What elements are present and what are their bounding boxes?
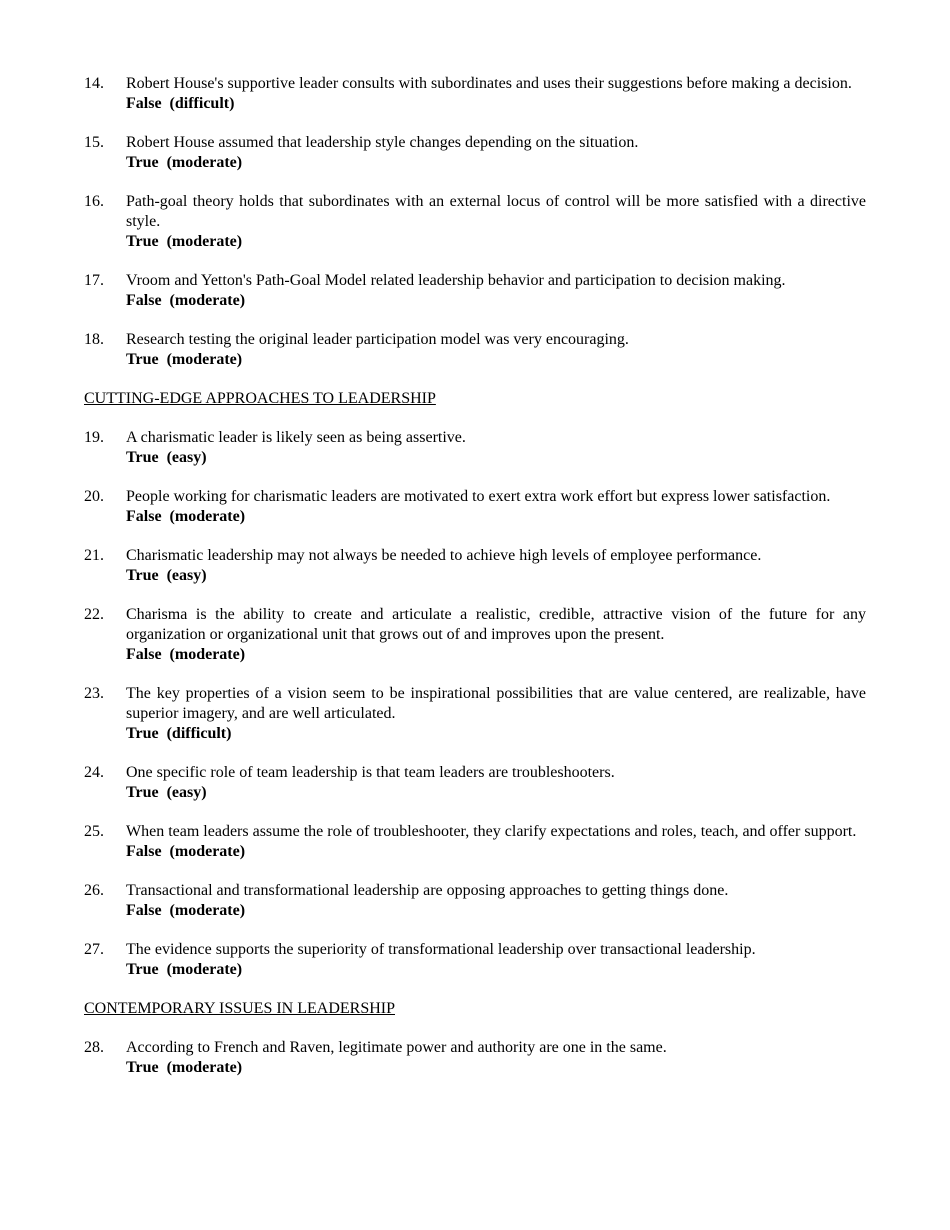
question-number: 16. xyxy=(84,193,104,210)
question-number: 15. xyxy=(84,134,104,151)
answer-text: True (moderate) xyxy=(126,961,243,978)
question-item-16 xyxy=(84,192,866,252)
question-item-20 xyxy=(84,487,866,527)
question-number: 26. xyxy=(84,882,104,899)
question-item-23 xyxy=(84,684,866,744)
question-number: 20. xyxy=(84,488,104,505)
question-number: 25. xyxy=(84,823,104,840)
answer-text: False (moderate) xyxy=(126,508,246,525)
question-number: 22. xyxy=(84,606,104,623)
answer-text: False (difficult) xyxy=(126,95,235,112)
question-text: A charismatic leader is likely seen as being assertive. xyxy=(126,429,466,446)
question-item-15 xyxy=(84,133,866,173)
question-text: Robert House assumed that leadership style changes depending on the situation. xyxy=(126,134,639,151)
question-text: The key properties of a vision seem to be inspirational possibilities that are value centered, are realizable, have superior imagery, and are well articulated. xyxy=(126,685,866,722)
question-number: 28. xyxy=(84,1039,104,1056)
question-item-26 xyxy=(84,881,866,921)
question-text: Research testing the original leader participation model was very encouraging. xyxy=(126,331,629,348)
answer-text: True (easy) xyxy=(126,449,207,466)
question-number: 23. xyxy=(84,685,104,702)
question-text: Path-goal theory holds that subordinates with an external locus of control will be more satisfied with a directive style. xyxy=(126,193,866,230)
question-text: When team leaders assume the role of troubleshooter, they clarify expectations and roles, teach, and offer support. xyxy=(126,823,857,840)
question-number: 19. xyxy=(84,429,104,446)
answer-text: False (moderate) xyxy=(126,902,246,919)
question-item-18 xyxy=(84,330,866,370)
section-heading: CONTEMPORARY ISSUES IN LEADERSHIP xyxy=(84,1000,395,1017)
answer-text: True (difficult) xyxy=(126,725,232,742)
question-number: 14. xyxy=(84,75,104,92)
question-text: Charisma is the ability to create and articulate a realistic, credible, attractive vision of the future for any organization or organizational unit that grows out of and improves upon the present. xyxy=(126,606,866,643)
question-item-27 xyxy=(84,940,866,980)
answer-text: False (moderate) xyxy=(126,646,246,663)
question-number: 17. xyxy=(84,272,104,289)
answer-text: True (moderate) xyxy=(126,1059,243,1076)
answer-text: False (moderate) xyxy=(126,843,246,860)
answer-text: True (moderate) xyxy=(126,233,243,250)
answer-text: False (moderate) xyxy=(126,292,246,309)
question-text: The evidence supports the superiority of transformational leadership over transactional leadership. xyxy=(126,941,756,958)
question-number: 24. xyxy=(84,764,104,781)
question-item-19 xyxy=(84,428,866,468)
answer-text: True (moderate) xyxy=(126,154,243,171)
question-number: 27. xyxy=(84,941,104,958)
question-item-21 xyxy=(84,546,866,586)
question-item-14 xyxy=(84,74,866,114)
question-item-17 xyxy=(84,271,866,311)
question-item-28 xyxy=(84,1038,866,1078)
question-text: Vroom and Yetton's Path-Goal Model related leadership behavior and participation to decision making. xyxy=(126,272,786,289)
question-text: According to French and Raven, legitimate power and authority are one in the same. xyxy=(126,1039,667,1056)
section-heading: CUTTING-EDGE APPROACHES TO LEADERSHIP xyxy=(84,390,436,407)
question-text: Robert House's supportive leader consults with subordinates and uses their suggestions before making a decision. xyxy=(126,75,852,92)
answer-text: True (easy) xyxy=(126,567,207,584)
question-number: 18. xyxy=(84,331,104,348)
answer-text: True (moderate) xyxy=(126,351,243,368)
question-text: Charismatic leadership may not always be needed to achieve high levels of employee performance. xyxy=(126,547,762,564)
question-item-22 xyxy=(84,605,866,665)
answer-text: True (easy) xyxy=(126,784,207,801)
question-item-25 xyxy=(84,822,866,862)
question-text: Transactional and transformational leadership are opposing approaches to getting things done. xyxy=(126,882,729,899)
question-number: 21. xyxy=(84,547,104,564)
question-text: One specific role of team leadership is that team leaders are troubleshooters. xyxy=(126,764,615,781)
document-page xyxy=(84,74,866,1097)
question-item-24 xyxy=(84,763,866,803)
question-text: People working for charismatic leaders are motivated to exert extra work effort but express lower satisfaction. xyxy=(126,488,831,505)
